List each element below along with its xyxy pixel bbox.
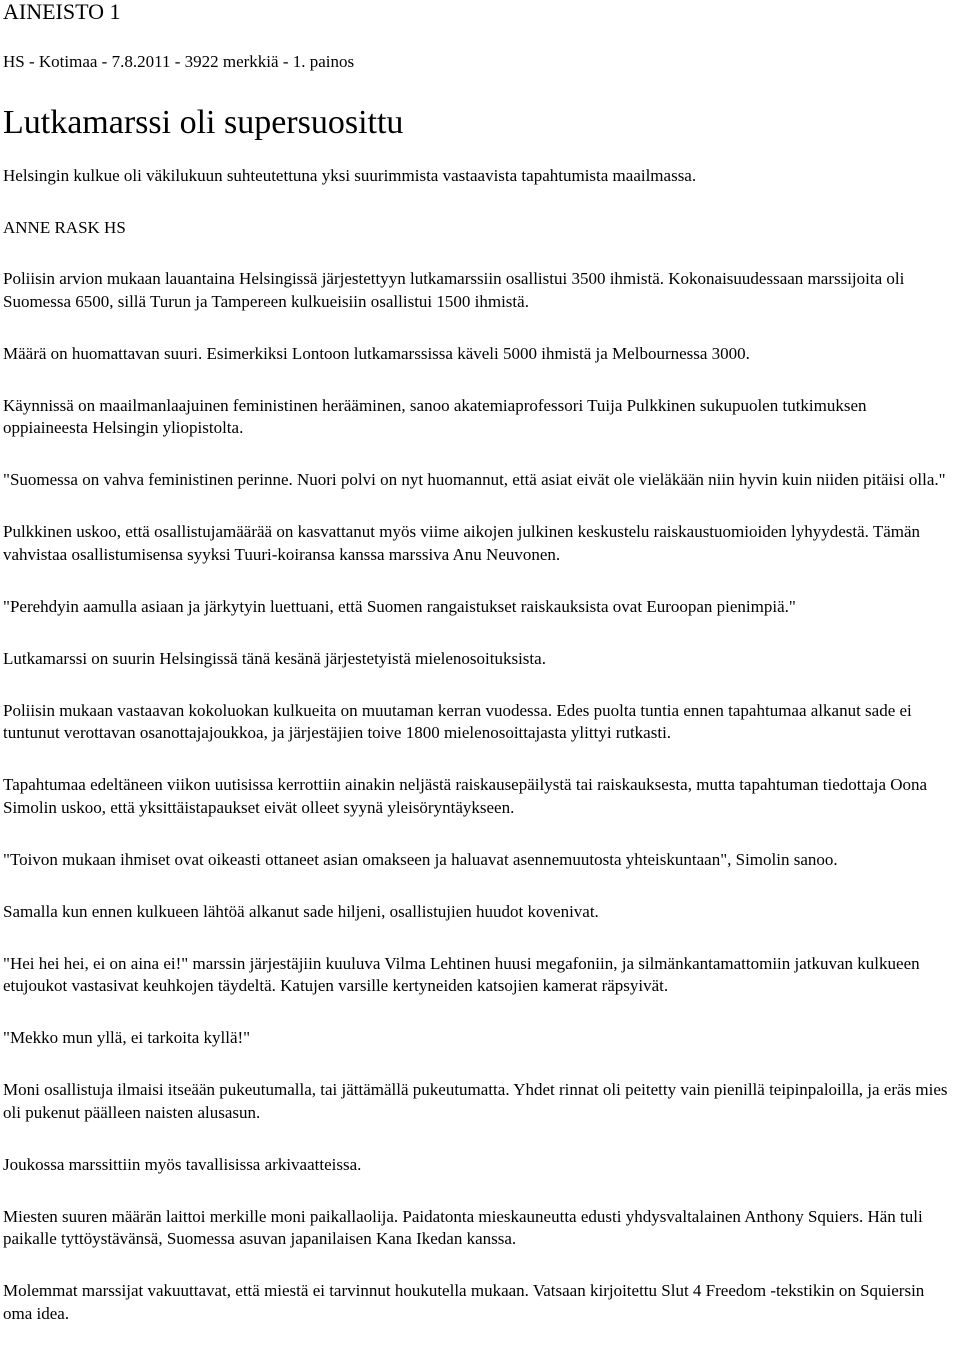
paragraph: Miesten suuren määrän laittoi merkille moni paikallaolija. Paidatonta mieskauneutta edusti yhdysvaltalainen Anthony Squiers. Hän tuli paikalle tyttöystävänsä, Suomessa asuvan japanilaisen Kana Ikedan kanssa. <box>3 1206 923 1248</box>
paragraph: Samalla kun ennen kulkueen lähtöä alkanut sade hiljeni, osallistujien huudot kovenivat. <box>3 901 599 921</box>
paragraph: Tapahtumaa edeltäneen viikon uutisissa kerrottiin ainakin neljästä raiskausepäilystä tai raiskauksesta, mutta tapahtuman tiedottaja Oona Simolin uskoo, että yksittäistapaukset eivät olleet syynä yleisöryntäykseen. <box>3 775 928 817</box>
paragraph: Pulkkinen uskoo, että osallistujamäärää on kasvattanut myös viime aikojen julkinen keskustelu raiskaustuomioiden lyhyydestä. Tämän vahvistaa osallistumisensa syyksi Tuuri-koiransa kanssa marssiva Anu Neuvonen. <box>3 522 921 564</box>
document-page <box>3 0 955 1355</box>
paragraph: Määrä on huomattavan suuri. Esimerkiksi Lontoon lutkamarssissa käveli 5000 ihmistä ja Melbournessa 3000. <box>3 343 750 363</box>
paragraph: Joukossa marssittiin myös tavallisissa arkivaatteissa. <box>3 1154 362 1174</box>
paragraph: Poliisin arvion mukaan lauantaina Helsingissä järjestettyyn lutkamarssiin osallistui 3500 ihmistä. Kokonaisuudessaan marssijoita oli Suomessa 6500, sillä Turun ja Tampereen kulkueisiin osallistui 1500 ihmistä. <box>3 269 905 311</box>
article-headline: Lutkamarssi oli supersuosittu <box>3 104 404 141</box>
section-label: AINEISTO 1 <box>3 0 121 24</box>
paragraph: Moni osallistuja ilmaisi itseään pukeutumalla, tai jättämällä pukeutumatta. Yhdet rinnat oli peitetty vain pienillä teipinpaloilla, ja eräs mies oli pukenut päälleen naisten alusasun. <box>3 1080 948 1122</box>
paragraph: Poliisin mukaan vastaavan kokoluokan kulkueita on muutaman kerran vuodessa. Edes puolta tuntia ennen tapahtumaa alkanut sade ei tuntunut verottavan osanottajajoukkoa, ja järjestäjien toive 1800 mielenosoittajasta ylittyi rutkasti. <box>3 700 912 742</box>
paragraph: "Mekko mun yllä, ei tarkoita kyllä!" <box>3 1028 251 1047</box>
paragraph: Molemmat marssijat vakuuttavat, että miestä ei tarvinnut houkutella mukaan. Vatsaan kirjoitettu Slut 4 Freedom -tekstikin on Squiersin oma idea. <box>3 1281 925 1323</box>
paragraph: "Perehdyin aamulla asiaan ja järkytyin luettuani, että Suomen rangaistukset raiskauksista ovat Euroopan pienimpiä." <box>3 596 796 616</box>
article-body <box>3 268 955 1325</box>
paragraph: "Toivon mukaan ihmiset ovat oikeasti ottaneet asian omakseen ja haluavat asennemuutosta yhteiskuntaan", Simolin sanoo. <box>3 849 838 869</box>
paragraph: "Hei hei hei, ei on aina ei!" marssin järjestäjiin kuuluva Vilma Lehtinen huusi megafoniin, ja silmänkantamattomiin jatkuvan kulkueen etujoukot vastasivat keuhkojen täydeltä. Katujen varsille kertyneiden katsojien kamerat räpsyivät. <box>3 953 920 995</box>
article-lead: Helsingin kulkue oli väkilukuun suhteutettuna yksi suurimmista vastaavista tapahtumista maailmassa. <box>3 166 697 185</box>
article-author: ANNE RASK HS <box>3 218 126 237</box>
source-line: HS - Kotimaa - 7.8.2011 - 3922 merkkiä - 1. painos <box>3 52 355 71</box>
paragraph: Käynnissä on maailmanlaajuinen feministinen herääminen, sanoo akatemiaprofessori Tuija Pulkkinen sukupuolen tutkimuksen oppiaineesta Helsingin yliopistolta. <box>3 395 867 437</box>
paragraph: Lutkamarssi on suurin Helsingissä tänä kesänä järjestetyistä mielenosoituksista. <box>3 648 546 668</box>
paragraph: "Suomessa on vahva feministinen perinne. Nuori polvi on nyt huomannut, että asiat eivät ole vieläkään niin hyvin kuin niiden pitäisi olla." <box>3 470 946 489</box>
